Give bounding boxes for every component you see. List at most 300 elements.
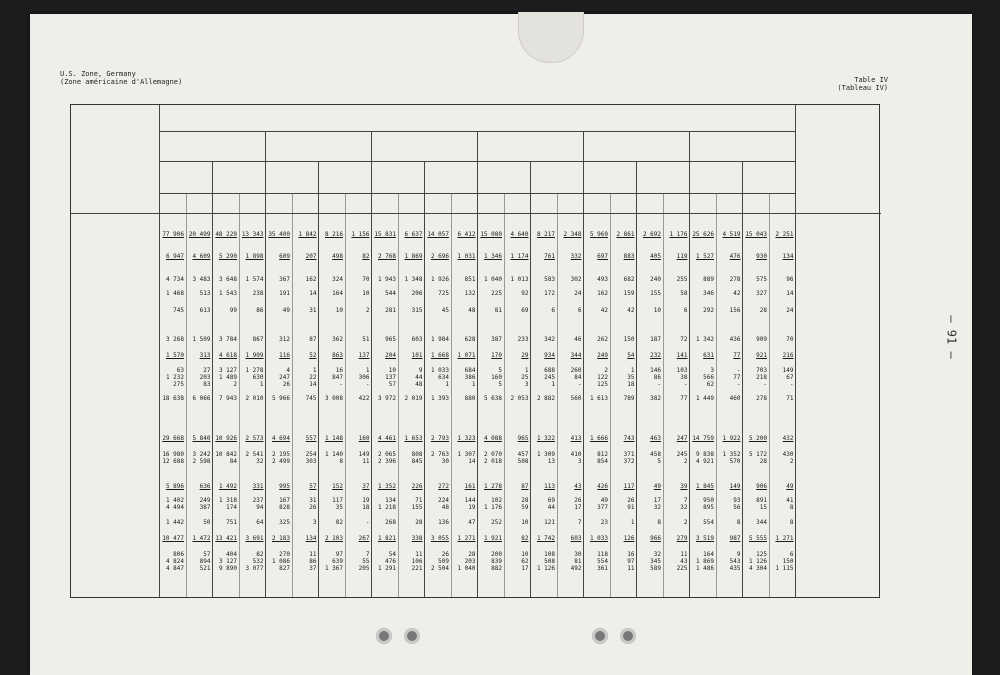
table-cell: 9 44 48 [415,367,423,388]
table-cell: 2 541 32 [245,451,264,465]
table-cell: 4 640 [510,231,529,238]
table-cell: 11 43 225 [676,551,688,572]
table-cell: 3 566 62 [703,367,714,388]
table-cell: 149 11 [358,451,370,465]
table-cell: 5 896 [165,483,184,490]
header-rule [159,193,795,194]
table-cell: 4 247 26 [279,367,290,388]
table-cell: 54 [627,352,635,359]
table-cell: 29 [521,352,529,359]
table-cell: 11 106 221 [411,551,423,572]
table-cell: 1 031 [457,253,476,260]
table-cell: 10 842 84 [215,451,237,465]
table-cell: 225 [491,290,502,297]
table-cell: 697 [597,253,608,260]
table-cell: 267 [358,535,370,542]
table-cell: 16 980 12 688 [162,451,184,465]
statistics-table [70,104,880,598]
table-cell: 245 2 [676,451,688,465]
table-cell: 880 [464,395,476,402]
table-cell: 324 [332,276,343,283]
table-cell: 2 053 [510,395,529,402]
table-cell: 1 509 [192,336,211,343]
table-cell: 1 943 [377,276,396,283]
table-cell: 11 86 37 [309,551,317,572]
table-cell: 703 218 - [756,367,767,388]
table-cell: 278 [756,395,767,402]
table-cell: 422 [358,395,370,402]
table-cell: 252 [491,519,502,526]
table-cell: - 77 - [733,367,741,388]
table-cell: 3 268 [165,336,184,343]
table-cell: 432 [782,435,794,442]
table-cell: 583 [544,276,555,283]
table-cell: 404 3 127 9 890 [218,551,237,572]
table-cell: 69 [521,307,529,314]
table-cell: 628 [464,336,476,343]
table-cell: 2 861 [616,231,635,238]
table-cell: 332 [570,253,582,260]
table-cell: 8 217 [536,231,555,238]
table-cell: 238 [252,290,264,297]
punch-hole [620,628,636,644]
table-cell: 237 94 [252,497,264,511]
table-cell: 150 [623,336,635,343]
table-cell: 1 033 [589,535,608,542]
table-cell: 87 [309,336,317,343]
table-cell: 1 309 13 [536,451,555,465]
table-cell: 636 [199,483,211,490]
table-cell: 8 [657,519,661,526]
table-cell: 14 057 [427,231,449,238]
binder-notch [518,12,584,63]
table-cell: 1 393 [430,395,449,402]
table-cell: 1 140 8 [324,451,343,465]
table-cell: 966 [650,535,661,542]
table-cell: 934 [544,352,555,359]
table-cell: 2 793 [430,435,449,442]
table-cell: 367 [279,276,290,283]
table-cell: 15 831 [374,231,396,238]
table-cell: 743 [623,435,635,442]
table-cell: 292 [703,307,714,314]
table-cell: 200 839 882 [491,551,502,572]
page-number: — 91 — [944,315,959,359]
table-cell: 35 400 [268,231,290,238]
table-cell: 457 508 [517,451,529,465]
table-cell: 49 [653,483,661,490]
table-cell: 119 [676,253,688,260]
punch-hole [592,628,608,644]
table-cell: 187 [650,336,661,343]
table-cell: 338 [411,535,423,542]
table-cell: 6 [683,307,688,314]
table-cell: 3 055 [430,535,449,542]
table-cell: 164 [332,290,343,297]
table-cell: 1 271 [775,535,794,542]
table-cell: 247 [676,435,688,442]
table-cell: 1 527 [695,253,714,260]
table-cell: 1 278 630 1 [245,367,264,388]
table-cell: 344 [570,352,582,359]
table-cell: 745 [305,395,317,402]
table-cell: 72 [680,336,688,343]
table-cell: 5 840 [192,435,211,442]
table-cell: 5 966 [271,395,290,402]
table-cell: 426 [597,483,608,490]
table-cell: 430 2 [782,451,794,465]
table-cell: 5 290 [218,253,237,260]
table-cell: 745 [173,307,184,314]
table-cell: 7 [577,519,582,526]
table-cell: 28 [415,519,423,526]
table-cell: 3 [312,519,317,526]
table-cell: 240 [650,276,661,283]
table-cell: 2 010 [245,395,264,402]
table-cell: 1 472 [192,535,211,542]
table-cell: 410 3 [570,451,582,465]
table-cell: 5 638 [483,395,502,402]
table-cell: 863 [332,352,343,359]
table-cell: 1 449 [695,395,714,402]
table-cell: 136 [438,519,449,526]
table-cell: 6 150 1 115 [775,551,794,572]
table-cell: 118 554 361 [597,551,608,572]
table-cell: 1 22 14 [309,367,317,388]
table-cell: 3 008 [324,395,343,402]
table-cell: 272 [438,483,449,490]
table-cell: 134 [305,535,317,542]
table-cell: 57 [309,483,317,490]
table-cell: 113 [544,483,555,490]
table-cell: 2 [365,307,370,314]
table-cell: 14 759 [692,435,714,442]
table-cell: 270 1 086 827 [271,551,290,572]
table-cell: 226 [411,483,423,490]
table-cell: 1 842 [298,231,317,238]
table-cell: 10 [362,290,370,297]
table-cell: 10 [521,519,529,526]
table-cell: 458 5 [650,451,661,465]
table-cell: 498 [332,253,343,260]
table-cell: 14 [309,290,317,297]
table-cell: 965 [517,435,529,442]
table-cell: 162 [597,290,608,297]
table-cell: 513 [199,290,211,297]
table-cell: 126 [623,535,635,542]
table-cell: 23 [600,519,608,526]
table-cell: 4 734 [165,276,184,283]
table-cell: 101 [411,352,423,359]
table-cell: 63 1 232 275 [165,367,184,388]
table-cell: 371 372 [623,451,635,465]
table-cell: 1 352 570 [722,451,741,465]
table-cell: 312 [279,336,290,343]
table-cell: 132 [464,290,476,297]
table-cell: 47 [468,519,476,526]
table-cell: 86 [256,307,264,314]
table-cell: 121 [544,519,555,526]
table-cell: 557 [305,435,317,442]
table-cell: 1 492 [218,483,237,490]
table-cell: 1 [630,519,635,526]
table-cell: 493 [597,276,608,283]
table-cell: 207 [305,253,317,260]
table-cell: 436 [729,336,741,343]
table-cell: 216 [782,352,794,359]
table-cell: 97 639 1 367 [324,551,343,572]
table-cell: 134 1 218 [377,497,396,511]
table-cell: 2 696 [430,253,449,260]
table-cell: 48 229 [215,231,237,238]
table-cell: 15 043 [745,231,767,238]
table-cell: 921 [756,352,767,359]
table-cell: 631 [703,352,714,359]
table-cell: 1 442 [165,519,184,526]
table-cell: 54 476 1 291 [377,551,396,572]
table-cell: 77 [680,395,688,402]
table-cell: 20 499 [188,231,211,238]
table-cell: 3 648 [218,276,237,283]
table-cell: 69 44 [547,497,555,511]
table-cell: 24 [574,290,582,297]
table-cell: 1 156 [351,231,370,238]
table-cell: 144 19 [464,497,476,511]
table-cell: 987 [729,535,741,542]
table-cell: 149 67 - [782,367,794,388]
table-cell: 255 [676,276,688,283]
table-cell: 82 [521,535,529,542]
table-cell: 49 [282,307,290,314]
table-cell: 382 [650,395,661,402]
table-cell: 10 926 [215,435,237,442]
table-cell: 463 [650,435,661,442]
table-cell: 609 [279,253,290,260]
table-cell: 950 895 [703,497,714,511]
table-cell: 1 307 14 [457,451,476,465]
table-cell: 99 [229,307,237,314]
table-cell: 5 555 [748,535,767,542]
header-location-en: U.S. Zone, Germany [60,70,136,78]
table-cell: 2 768 [377,253,396,260]
table-cell: 1 176 [669,231,688,238]
table-cell: 460 [729,395,741,402]
table-cell: 302 [570,276,582,283]
table-cell: 909 [756,336,767,343]
table-cell: 191 [279,290,290,297]
table-cell: 50 [203,519,211,526]
table-cell: 6 [551,307,555,314]
table-cell: 77 [733,352,741,359]
table-cell: 812 854 [597,451,608,465]
table-cell: 2 763 30 [430,451,449,465]
table-cell: 43 [574,483,582,490]
table-cell: 117 35 [332,497,343,511]
table-cell: 42 [733,290,741,297]
column-rule [795,161,796,597]
table-cell: 688 245 1 [544,367,555,388]
table-cell: 3 972 [377,395,396,402]
table-cell: 1 543 [218,290,237,297]
table-cell: 204 [385,352,396,359]
table-cell: 279 [676,535,688,542]
table-cell: 476 [729,253,741,260]
table-cell: 4 088 [483,435,502,442]
table-cell: 1 071 [457,352,476,359]
table-cell: 851 [464,276,476,283]
table-cell: 1 574 [245,276,264,283]
table-cell: 3 242 2 598 [192,451,211,465]
table-cell: 3 483 [192,276,211,283]
table-cell: 1 821 [377,535,396,542]
table-cell: 413 [570,435,582,442]
table-cell: 2 882 [536,395,555,402]
table-cell: 103 38 - [676,367,688,388]
table-cell: 13 343 [241,231,264,238]
table-cell: 19 18 [362,497,370,511]
table-cell: 1 033 634 1 [430,367,449,388]
table-cell: 1 984 [430,336,449,343]
table-cell: 2 348 [563,231,582,238]
table-cell: 41 8 [786,497,794,511]
table-cell: 82 [335,519,343,526]
table-cell: 544 [385,290,396,297]
table-cell: 3 519 [695,535,714,542]
table-cell: 81 [494,307,502,314]
table-cell: 15 080 [480,231,502,238]
table-cell: 325 [279,519,290,526]
table-cell: 254 303 [305,451,317,465]
table-cell: 4 618 [218,352,237,359]
table-cell: 93 56 [733,497,741,511]
table-cell: 77 906 [162,231,184,238]
table-cell: 45 [441,307,449,314]
table-cell: 2 692 [642,231,661,238]
table-cell: 14 [786,290,794,297]
table-cell: 554 [703,519,714,526]
table-cell: 930 [756,253,767,260]
table-cell: 684 386 1 [464,367,476,388]
table-cell: 52 [309,352,317,359]
table-cell: 249 387 [199,497,211,511]
table-cell: 25 626 [692,231,714,238]
table-cell: 1 342 [695,336,714,343]
table-cell: 164 1 869 1 486 [695,551,714,572]
table-cell: 1 909 [245,352,264,359]
punch-hole [404,628,420,644]
table-cell: 8 216 [324,231,343,238]
table-cell: 327 [756,290,767,297]
table-cell: 155 [650,290,661,297]
table-cell: 260 84 - [570,367,582,388]
table-cell: 1 926 [430,276,449,283]
table-cell: 362 [332,336,343,343]
table-cell: 6 947 [165,253,184,260]
table-cell: 1 346 [483,253,502,260]
table-cell: 883 [623,253,635,260]
table-cell: 10 [335,307,343,314]
table-cell: 806 4 824 4 847 [165,551,184,572]
table-cell: 172 [544,290,555,297]
table-cell: 102 1 176 [483,497,502,511]
table-cell: 560 [570,395,582,402]
table-cell: 87 [521,483,529,490]
table-cell: 28 203 1 040 [457,551,476,572]
table-cell: 4 519 [722,231,741,238]
table-cell: 1 323 [457,435,476,442]
table-cell: 28 59 [521,497,529,511]
table-cell: 161 [464,483,476,490]
table-cell: 159 [623,290,635,297]
table-cell: 7 943 [218,395,237,402]
table-cell: 71 155 [411,497,423,511]
table-cell: 6 [577,307,582,314]
table-cell: 2 251 [775,231,794,238]
table-cell: 51 [362,336,370,343]
table-cell: 232 [650,352,661,359]
table-cell: 1 666 [589,435,608,442]
table-cell: 1 013 [510,276,529,283]
header-rule [159,161,795,162]
table-cell: 7 32 [680,497,688,511]
table-cell: 1 468 [165,290,184,297]
table-cell: 331 [252,483,264,490]
table-cell: 281 [385,307,396,314]
table-cell: 1 271 [457,535,476,542]
table-cell: 1 653 [404,435,423,442]
table-cell: 1 402 4 494 [165,497,184,511]
table-cell: 46 [574,336,582,343]
table-cell: 233 [517,336,529,343]
table-cell: 149 [729,483,741,490]
table-cell: 170 [491,352,502,359]
table-cell: 1 742 [536,535,555,542]
table-cell: 4 694 [271,435,290,442]
table-cell: 2 183 [271,535,290,542]
table-cell: 808 845 [411,451,423,465]
table-cell: 6 637 [404,231,423,238]
table-cell: 7 55 205 [358,551,370,572]
table-cell: 26 91 [627,497,635,511]
table-cell: 867 [252,336,264,343]
table-cell: 162 [305,276,317,283]
table-cell: 28 [759,307,767,314]
table-cell: 2 [683,519,688,526]
table-cell: 70 [362,276,370,283]
table-cell: 1 318 174 [218,497,237,511]
table-cell: 2 103 [324,535,343,542]
table-cell: 9 838 4 921 [695,451,714,465]
table-cell: 313 [199,352,211,359]
table-cell: 17 32 [653,497,661,511]
table-cell: 49 [786,483,794,490]
table-cell: 167 828 [279,497,290,511]
table-cell: 82 [362,253,370,260]
table-cell: 1 922 [722,435,741,442]
table-cell: 125 1 126 4 304 [748,551,767,572]
table-cell: 891 15 [756,497,767,511]
table-cell: 10 62 17 [521,551,529,572]
table-cell: 761 [544,253,555,260]
table-cell: 2 573 [245,435,264,442]
table-cell: 82 532 3 077 [245,551,264,572]
table-cell: 268 [385,519,396,526]
table-cell: 1 845 [695,483,714,490]
table-cell: 6 412 [457,231,476,238]
table-cell: 57 894 521 [199,551,211,572]
table-cell: 3 691 [245,535,264,542]
table-cell: 387 [491,336,502,343]
